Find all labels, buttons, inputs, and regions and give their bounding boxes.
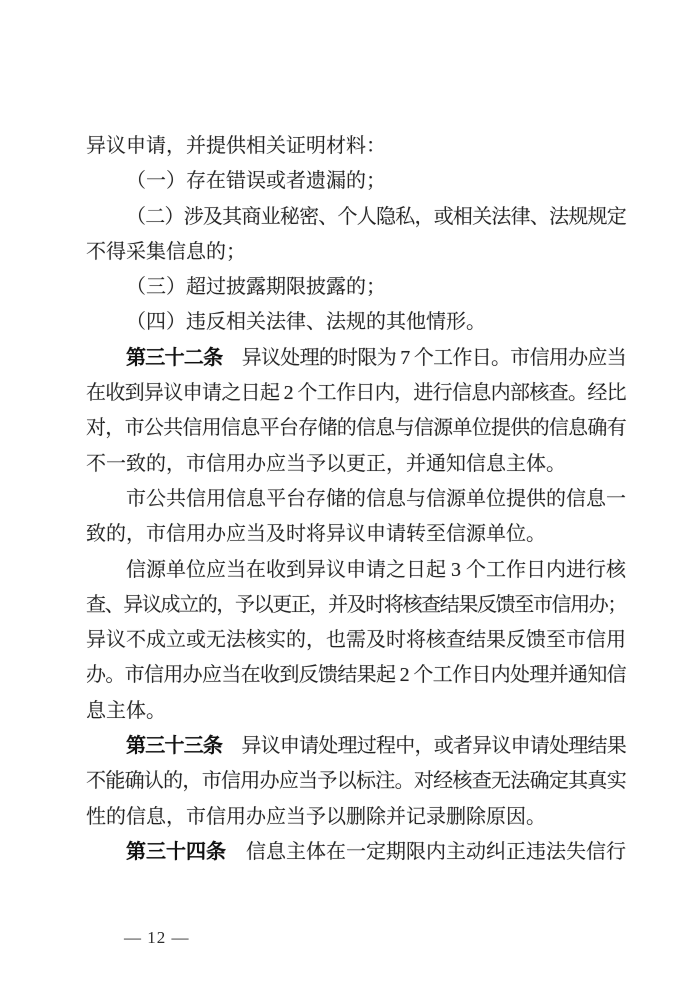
line-content: （三）超过披露期限披露的； (126, 276, 386, 299)
text-line (86, 553, 626, 588)
article-paragraph-line (86, 341, 626, 376)
text-line (86, 200, 626, 235)
line-content: 息主体。 (86, 699, 166, 722)
text-line (86, 764, 626, 799)
text-line (86, 517, 626, 552)
line-content: 信源单位应当在收到异议申请之日起 3 个工作日内进行核 (126, 558, 626, 581)
article-paragraph-line (86, 835, 626, 870)
text-line (86, 270, 626, 305)
text-line (86, 305, 626, 340)
line-content: 第三十四条 信息主体在一定期限内主动纠正违法失信行 (126, 840, 626, 863)
text-line (86, 235, 626, 270)
page-footer (103, 908, 190, 968)
text-line (86, 694, 626, 729)
text-line (86, 800, 626, 835)
line-content: 在收到异议申请之日起 2 个工作日内，进行信息内部核查。经比 (86, 382, 626, 405)
line-content: 异议不成立或无法核实的，也需及时将核查结果反馈至市信用 (86, 629, 626, 652)
text-line (86, 164, 626, 199)
line-content: 第三十二条 异议处理的时限为 7 个工作日。市信用办应当 (126, 346, 627, 369)
line-content: 第三十三条 异议申请处理过程中，或者异议申请处理结果 (126, 735, 627, 758)
line-content: 异议申请，并提供相关证明材料： (86, 135, 386, 157)
article-paragraph-line (86, 729, 626, 764)
line-content: 不一致的，市信用办应当予以更正，并通知信息主体。 (86, 452, 566, 475)
text-line (86, 411, 626, 446)
line-content: 查、异议成立的，予以更正，并及时将核查结果反馈至市信用办； (86, 593, 626, 616)
line-content: 对，市公共信用信息平台存储的信息与信源单位提供的信息确有 (86, 417, 626, 440)
text-line (86, 588, 626, 623)
article-number: 第三十三条 (126, 735, 223, 758)
line-content: （二）涉及其商业秘密、个人隐私，或相关法律、法规规定 (126, 205, 626, 228)
document-text-block (86, 129, 626, 870)
text-line (86, 482, 626, 517)
text-line (86, 129, 626, 164)
line-content: 不得采集信息的； (86, 240, 246, 263)
page-number: — 12 — (124, 928, 190, 947)
line-content: 办。市信用办应当在收到反馈结果起 2 个工作日内处理并通知信 (86, 664, 626, 687)
text-line (86, 376, 626, 411)
line-content: 性的信息，市信用办应当予以删除并记录删除原因。 (86, 805, 546, 828)
article-number: 第三十四条 (126, 840, 226, 863)
line-content: （四）违反相关法律、法规的其他情形。 (126, 311, 486, 334)
line-content: （一）存在错误或者遗漏的； (126, 170, 386, 193)
text-line (86, 447, 626, 482)
article-number: 第三十二条 (126, 346, 223, 369)
line-content: 市公共信用信息平台存储的信息与信源单位提供的信息一 (126, 487, 626, 510)
text-line (86, 658, 626, 693)
line-content: 不能确认的，市信用办应当予以标注。对经核查无法确定其真实 (86, 770, 626, 793)
line-content: 致的，市信用办应当及时将异议申请转至信源单位。 (86, 523, 546, 546)
text-line (86, 623, 626, 658)
